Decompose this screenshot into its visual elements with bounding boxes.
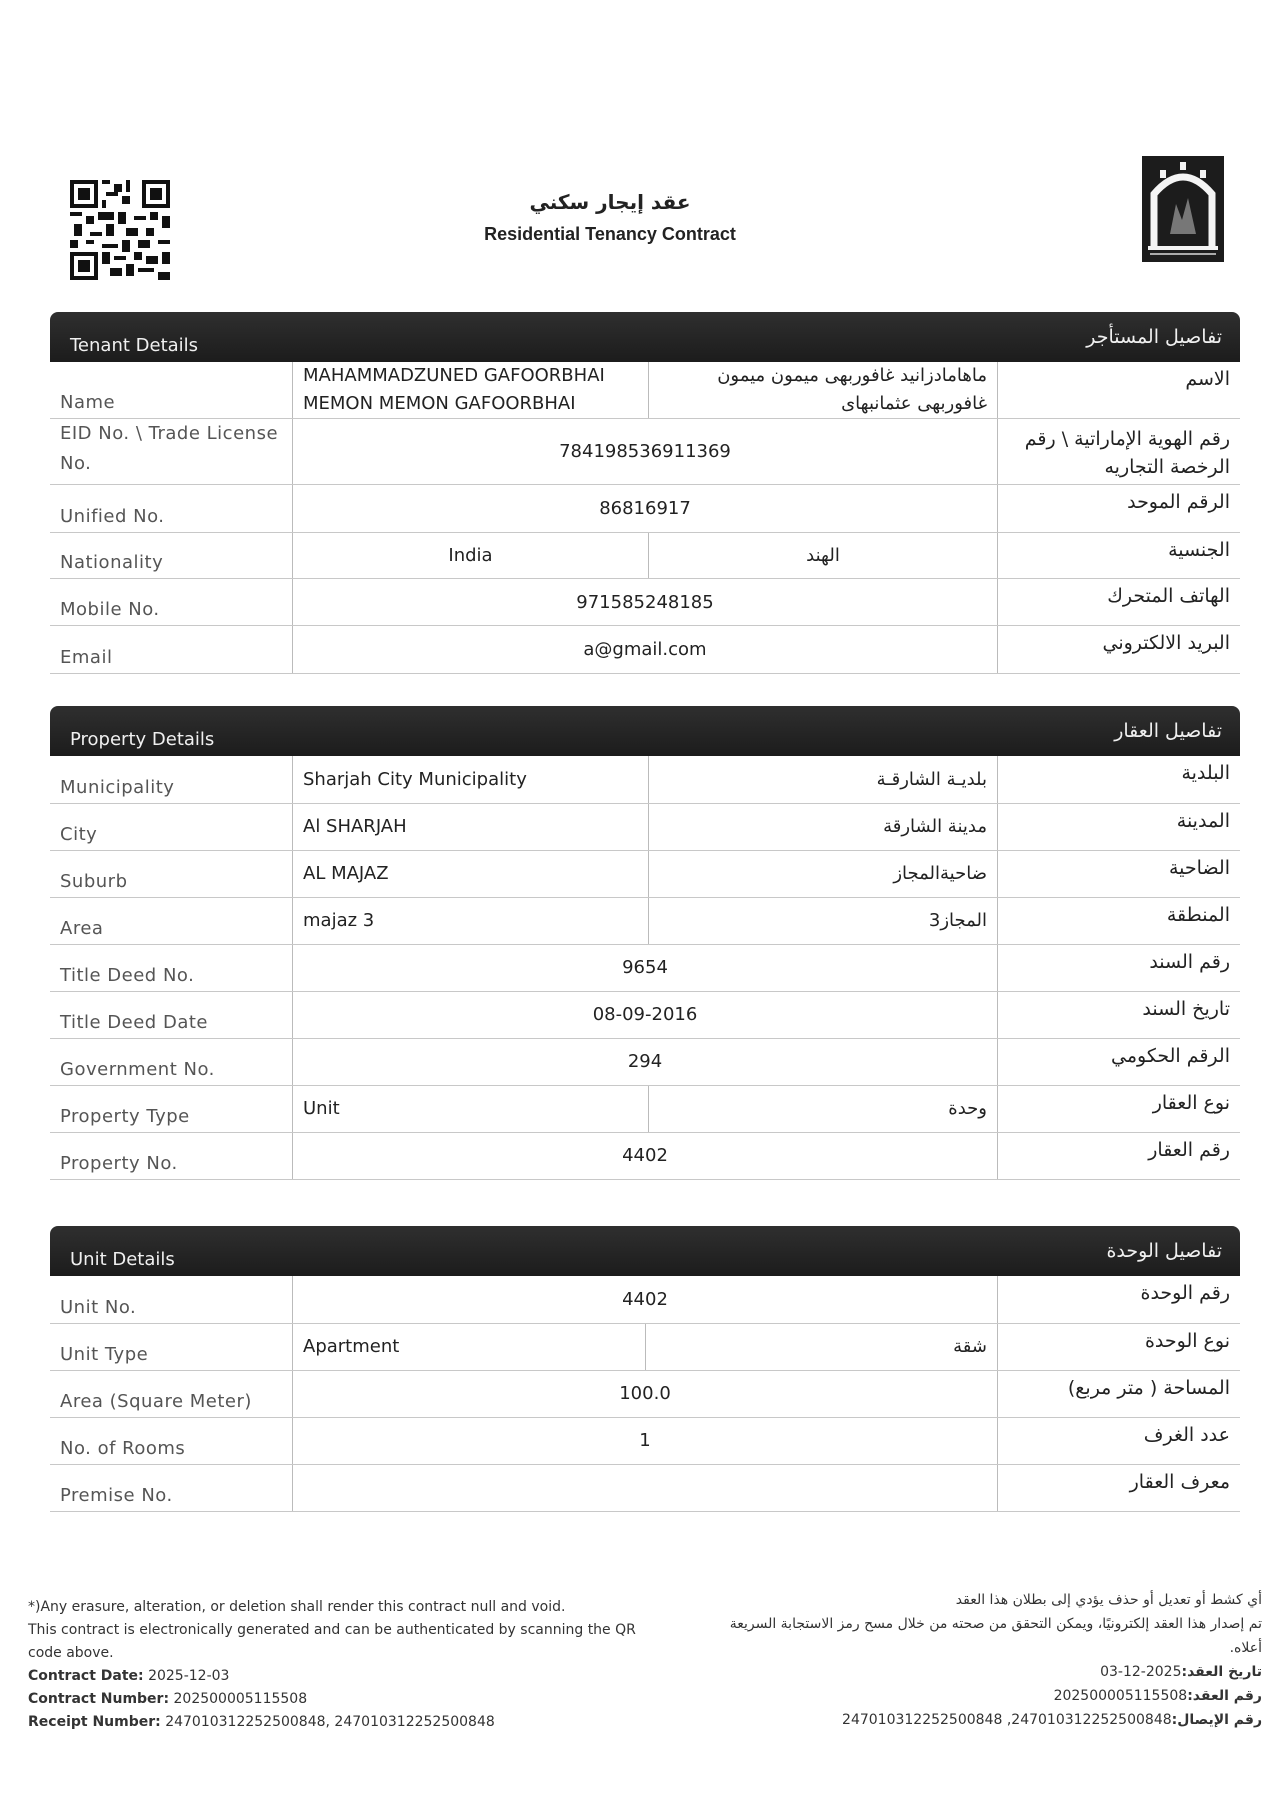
field-label-arabic: الجنسية: [998, 533, 1241, 579]
contract-title: Residential Tenancy Contract: [484, 224, 736, 244]
footer-note-arabic: تم إصدار هذا العقد إلكترونيًا، ويمكن التحقق من صحته من خلال مسح رمز الاستجابة السريعة أعلاه.: [729, 1616, 1262, 1656]
field-label: Title Deed No.: [50, 944, 293, 991]
field-label-arabic: رقم الهوية الإماراتية \ رقم الرخصة التجاريه: [998, 419, 1241, 485]
field-label-arabic: الرقم الحكومي: [998, 1038, 1241, 1085]
property-no-value: 4402: [293, 1132, 998, 1179]
unit-details-section: [50, 1226, 1240, 1512]
table-row: [50, 756, 1240, 803]
table-row: [50, 1370, 1240, 1417]
municipality-value-arabic: بلديـة الشارقـة: [649, 756, 998, 803]
table-row: [50, 419, 1240, 485]
table-row: [50, 1085, 1240, 1132]
table-row: [50, 626, 1240, 674]
area-value-arabic: المجاز3: [649, 897, 998, 944]
section-title: Unit Details: [70, 1249, 175, 1270]
field-label-arabic: الضاحية: [998, 850, 1241, 897]
table-row: [50, 485, 1240, 533]
receipt-number-line: [28, 1711, 668, 1734]
government-no-value: 294: [293, 1038, 998, 1085]
property-type-value-arabic: وحدة: [649, 1085, 998, 1132]
unit-details-table: [50, 1276, 1240, 1512]
contract-number-label: Contract Number:: [28, 1691, 170, 1707]
tenant-name-value-arabic: ماهامادزانيد غافوربهى ميمون ميمون غافوربهى عثمانبهاى: [649, 362, 998, 419]
field-label: Property Type: [50, 1085, 293, 1132]
section-title: Tenant Details: [70, 335, 199, 356]
table-row: [50, 1417, 1240, 1464]
field-label: Area: [50, 897, 293, 944]
field-label: Area (Square Meter): [50, 1370, 293, 1417]
field-label-arabic: المساحة ( متر مربع): [998, 1370, 1241, 1417]
receipt-number-label: Receipt Number:: [28, 1714, 161, 1730]
table-row: [50, 1323, 1240, 1370]
rooms-value: 1: [293, 1417, 998, 1464]
footer-note: This contract is electronically generated and can be authenticated by scanning the QR code above.: [28, 1622, 636, 1661]
field-label-arabic: نوع الوحدة: [998, 1323, 1241, 1370]
contract-date-line-arabic: [702, 1660, 1262, 1684]
footer-arabic: [702, 1588, 1262, 1732]
field-label: Unit Type: [50, 1323, 293, 1370]
receipt-number-label-arabic: رقم الإيصال:: [1171, 1712, 1262, 1728]
property-type-value: Unit: [293, 1085, 649, 1132]
footer-note: *)Any erasure, alteration, or deletion shall render this contract null and void.: [28, 1599, 566, 1615]
contract-date: 2025-12-03: [148, 1668, 230, 1684]
qr-code: [70, 180, 170, 280]
tenant-name-value: MAHAMMADZUNED GAFOORBHAI MEMON MEMON GAFOORBHAI: [293, 362, 649, 419]
field-label: Unit No.: [50, 1276, 293, 1323]
field-label: Municipality: [50, 756, 293, 803]
field-label-arabic: نوع العقار: [998, 1085, 1241, 1132]
contract-date-label: Contract Date:: [28, 1668, 144, 1684]
field-label-arabic: رقم العقار: [998, 1132, 1241, 1179]
unit-no-value: 4402: [293, 1276, 998, 1323]
field-label-arabic: رقم السند: [998, 944, 1241, 991]
field-label: Premise No.: [50, 1464, 293, 1511]
contract-number-arabic: 202500005115508: [1053, 1688, 1188, 1704]
field-label: Suburb: [50, 850, 293, 897]
receipt-number: 247010312252500848, 247010312252500848: [165, 1714, 495, 1730]
field-label-arabic: عدد الغرف: [998, 1417, 1241, 1464]
eid-value: 784198536911369: [293, 419, 998, 485]
tenant-details-header: [50, 312, 1240, 362]
field-label-arabic: البلدية: [998, 756, 1241, 803]
contract-number: 202500005115508: [173, 1691, 308, 1707]
table-row: [50, 579, 1240, 626]
table-row: [50, 1132, 1240, 1179]
table-row: [50, 533, 1240, 579]
field-label: Title Deed Date: [50, 991, 293, 1038]
premise-no-value: [293, 1464, 998, 1511]
suburb-value-arabic: ضاحيةالمجاز: [649, 850, 998, 897]
nationality-value-arabic: الهند: [649, 533, 998, 579]
table-row: [50, 850, 1240, 897]
property-details-section: [50, 706, 1240, 1180]
unit-details-header: [50, 1226, 1240, 1276]
field-label-arabic: الهاتف المتحرك: [998, 579, 1241, 626]
contract-date-label-arabic: تاريخ العقد:: [1181, 1664, 1262, 1680]
unit-type-value-arabic: شقة: [645, 1323, 998, 1370]
contract-title-arabic: عقد إيجار سكني: [529, 190, 691, 214]
field-label: Government No.: [50, 1038, 293, 1085]
property-details-table: [50, 756, 1240, 1180]
section-title: Property Details: [70, 729, 215, 750]
unified-no-value: 86816917: [293, 485, 998, 533]
property-details-header: [50, 706, 1240, 756]
field-label-arabic: تاريخ السند: [998, 991, 1241, 1038]
table-row: [50, 362, 1240, 419]
contract-number-label-arabic: رقم العقد:: [1187, 1688, 1262, 1704]
footer-note-arabic: أي كشط أو تعديل أو حذف يؤدي إلى بطلان هذا العقد: [955, 1592, 1262, 1608]
field-label: Email: [50, 626, 293, 674]
field-label: Unified No.: [50, 485, 293, 533]
unit-type-value: Apartment: [293, 1323, 646, 1370]
nationality-value: India: [293, 533, 649, 579]
city-value-arabic: مدينة الشارقة: [649, 803, 998, 850]
email-value: a@gmail.com: [293, 626, 998, 674]
field-label-arabic: المدينة: [998, 803, 1241, 850]
field-label-arabic: البريد الالكتروني: [998, 626, 1241, 674]
title-deed-no-value: 9654: [293, 944, 998, 991]
contract-number-line-arabic: [702, 1684, 1262, 1708]
field-label-arabic: الرقم الموحد: [998, 485, 1241, 533]
receipt-number-arabic: 247010312252500848, 247010312252500848: [842, 1712, 1172, 1728]
field-label: Name: [50, 362, 293, 419]
footer-english: [28, 1596, 668, 1734]
table-row: [50, 897, 1240, 944]
field-label: Mobile No.: [50, 579, 293, 626]
field-label: Property No.: [50, 1132, 293, 1179]
city-value: Al SHARJAH: [293, 803, 649, 850]
table-row: [50, 1276, 1240, 1323]
tenant-details-section: [50, 312, 1240, 674]
field-label-arabic: رقم الوحدة: [998, 1276, 1241, 1323]
field-label: Nationality: [50, 533, 293, 579]
field-label: No. of Rooms: [50, 1417, 293, 1464]
table-row: [50, 944, 1240, 991]
table-row: [50, 991, 1240, 1038]
contract-number-line: [28, 1688, 668, 1711]
sharjah-municipality-logo: [1140, 154, 1226, 264]
contract-date-arabic: 2025-12-03: [1100, 1664, 1182, 1680]
table-row: [50, 1038, 1240, 1085]
section-title-arabic: تفاصيل المستأجر: [1086, 326, 1222, 348]
tenant-details-table: [50, 362, 1240, 674]
area-value: majaz 3: [293, 897, 649, 944]
field-label-arabic: معرف العقار: [998, 1464, 1241, 1511]
suburb-value: AL MAJAZ: [293, 850, 649, 897]
mobile-value: 971585248185: [293, 579, 998, 626]
title-deed-date-value: 08-09-2016: [293, 991, 998, 1038]
section-title-arabic: تفاصيل العقار: [1114, 720, 1222, 742]
receipt-number-line-arabic: [702, 1708, 1262, 1732]
field-label: EID No. \ Trade License No.: [50, 419, 293, 485]
section-title-arabic: تفاصيل الوحدة: [1106, 1240, 1222, 1262]
table-row: [50, 803, 1240, 850]
municipality-value: Sharjah City Municipality: [293, 756, 649, 803]
table-row: [50, 1464, 1240, 1511]
field-label-arabic: الاسم: [998, 362, 1241, 419]
contract-date-line: [28, 1665, 668, 1688]
field-label: City: [50, 803, 293, 850]
field-label-arabic: المنطقة: [998, 897, 1241, 944]
area-sqm-value: 100.0: [293, 1370, 998, 1417]
